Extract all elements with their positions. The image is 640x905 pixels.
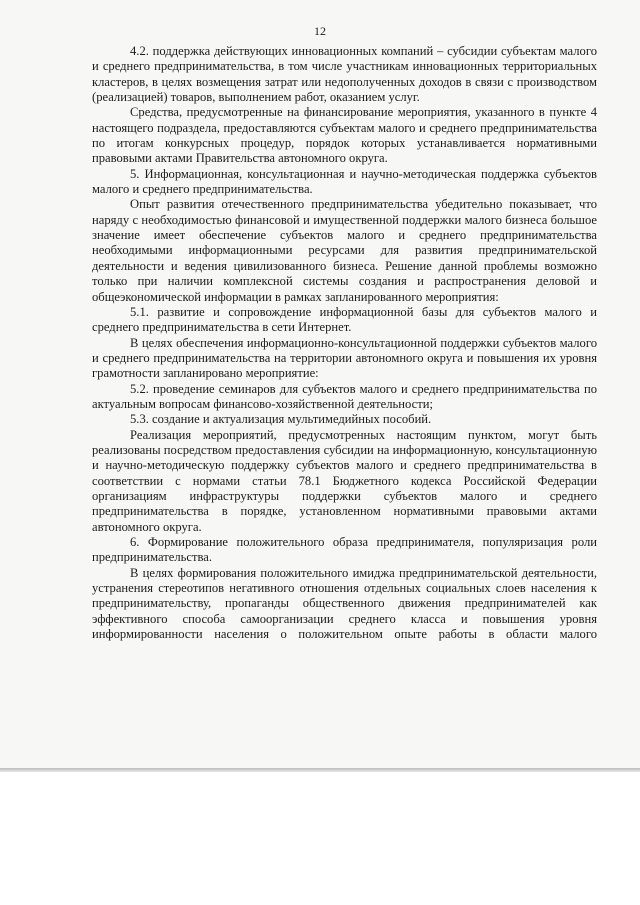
paragraph-section-6-heading: 6. Формирование положительного образа предпринимателя, популяризация роли предпринимательства.	[92, 535, 597, 565]
paragraph-implementation: Реализация мероприятий, предусмотренных настоящим пунктом, могут быть реализованы посредством предоставления субсидии на информационную, консультационную и научно-методическую поддержку субъектов малого и среднего предпринимательства в соответствии с нормами статьи 78.1 Бюджетного кодекса Российской Федерации организациям инфраструктуры поддержки субъектов малого и среднего предпринимательства в порядке, установленном нормативными правовыми актами автономного округа.	[92, 427, 597, 534]
paragraph-5-1: 5.1. развитие и сопровождение информационной базы для субъектов малого и среднего предпринимательства в сети Интернет.	[92, 304, 597, 335]
paragraph-funding: Средства, предусмотренные на финансирование мероприятия, указанного в пункте 4 настоящего подраздела, предоставляются субъектам малого и среднего предпринимательства по итогам конкурсных процедур, порядок которых устанавливается нормативными правовыми актами Правительства автономного округа.	[92, 105, 597, 166]
page-number: 12	[314, 24, 326, 38]
blank-area	[0, 772, 640, 905]
paragraph-section-5-heading: 5. Информационная, консультационная и научно-методическая поддержка субъектов малого и среднего предпринимательства.	[92, 166, 597, 197]
paragraph-4-2: 4.2. поддержка действующих инновационных компаний – субсидии субъектам малого и среднего предпринимательства, в том числе участникам инновационных территориальных кластеров, в целях возмещения затрат или недополученных доходов в связи с производством (реализацией) товаров, выполнением работ, оказанием услуг.	[92, 44, 597, 105]
paragraph-5-3: 5.3. создание и актуализация мультимедийных пособий.	[130, 412, 432, 427]
paragraph-experience: Опыт развития отечественного предпринимательства убедительно показывает, что наряду с необходимостью финансовой и имущественной поддержки малого бизнеса большое значение имеет обеспечение субъектов малого и среднего предпринимательства необходимыми информационными ресурсами для развития предпринимательской деятельности и ведения цивилизованного бизнеса. Решение данной проблемы возможно только при наличии комплексной системы создания и распространения деловой и общеэкономической информации в рамках запланированного мероприятия:	[92, 197, 597, 304]
document-body	[92, 44, 597, 642]
paragraph-image-formation: В целях формирования положительного имиджа предпринимательской деятельности, устранения стереотипов негативного отношения отдельных социальных слоев населения к предпринимательству, пропаганды общественного движения предпринимателей как эффективного способа самоорганизации среднего класса и повышения уровня информированности населения о положительном опыте работы в области малого	[92, 565, 597, 642]
paragraph-5-2: 5.2. проведение семинаров для субъектов малого и среднего предпринимательства по актуальным вопросам финансово-хозяйственной деятельности;	[92, 381, 597, 411]
paragraph-consulting-support: В целях обеспечения информационно-консультационной поддержки субъектов малого и среднего предпринимательства на территории автономного округа и повышения их уровня грамотности запланировано мероприятие:	[92, 335, 597, 381]
